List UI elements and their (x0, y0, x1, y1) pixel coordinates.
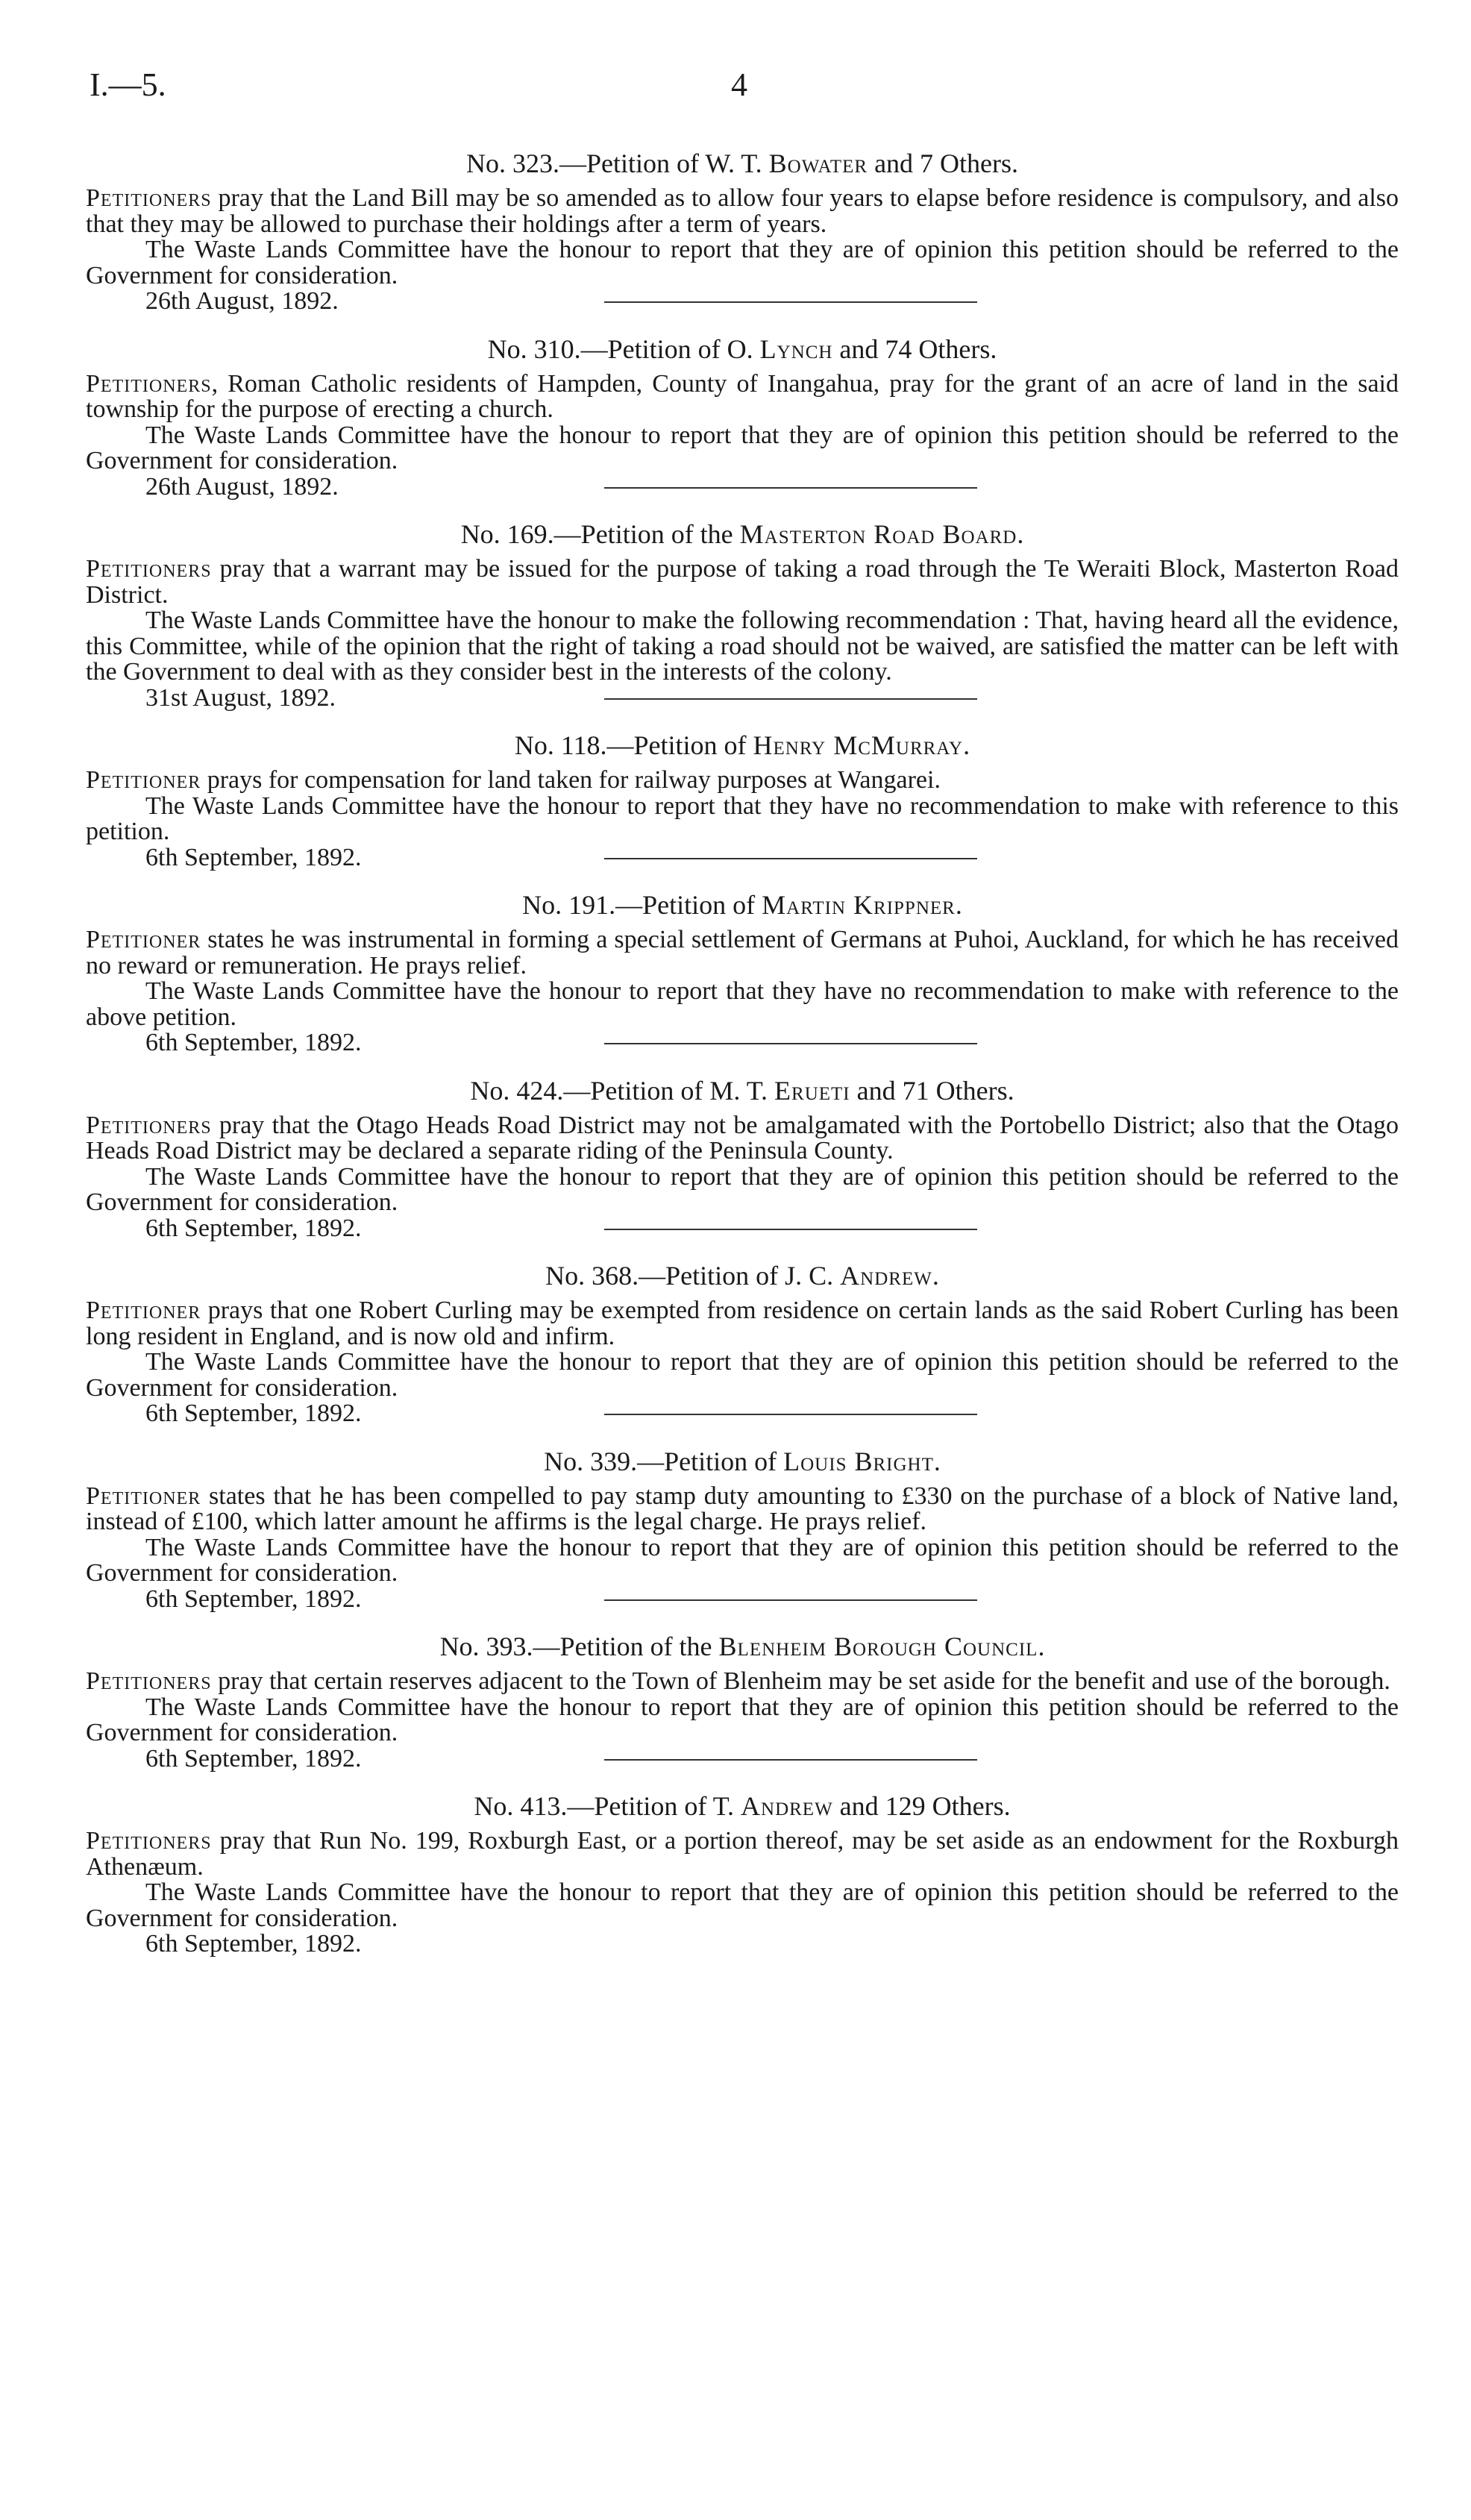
petition-entry (86, 887, 1399, 1056)
petition-entry (86, 331, 1399, 501)
petition-title: No. 339.—Petition of Louis Bright. (544, 1446, 941, 1476)
petition-entry (86, 1073, 1399, 1242)
report-date: 6th September, 1892. (145, 845, 1399, 871)
committee-report: The Waste Lands Committee have the honour to report that they have no recommendation to make with reference to this petition. (86, 792, 1399, 845)
petitioner-name: Bowater (768, 148, 868, 178)
petition-title: No. 323.—Petition of W. T. Bowater and 7 Others. (465, 148, 1019, 178)
petition-title: No. 191.—Petition of Martin Krippner. (522, 890, 962, 920)
petition-entry (86, 1258, 1399, 1427)
separator-rule (604, 1043, 977, 1044)
committee-report: The Waste Lands Committee have the honour to report that they are of opinion this petition should be referred to the Government for consideration. (86, 421, 1399, 474)
petition-body: Petitioner prays for compensation for land taken for railway purposes at Wangarei. (86, 766, 941, 794)
petition-body: Petitioners pray that the Land Bill may be so amended as to allow four years to elapse before residence is compulsory, and also that they may be allowed to purchase their holdings after a term of years. (86, 184, 1399, 238)
petitioner-name: Lynch (759, 333, 833, 364)
petition-entry (86, 1444, 1399, 1613)
report-date: 6th September, 1892. (145, 1746, 1399, 1773)
petition-body: Petitioner prays that one Robert Curling may be exempted from residence on certain lands as the said Robert Curling has been long resident in England, and is now old and infirm. (86, 1297, 1399, 1350)
committee-report: The Waste Lands Committee have the honour to report that they are of opinion this petition should be referred to the Government for consideration. (86, 236, 1399, 289)
committee-report: The Waste Lands Committee have the honour to report that they are of opinion this petition should be referred to the Government for consideration. (86, 1693, 1399, 1746)
committee-report: The Waste Lands Committee have the honour to report that they are of opinion this petition should be referred to the Government for consideration. (86, 1878, 1399, 1932)
petition-lead: Petitioner (86, 1482, 201, 1510)
petition-body: Petitioners pray that the Otago Heads Road District may not be amalgamated with the Portobello District; also that the Otago Heads Road District may be declared a separate riding of the Peninsula County. (86, 1111, 1399, 1165)
petition-lead: Petitioners (86, 1667, 212, 1695)
petitioner-name: Andrew (840, 1261, 932, 1291)
separator-rule (604, 487, 977, 489)
committee-report: The Waste Lands Committee have the honour to report that they have no recommendation to make with reference to the above petition. (86, 977, 1399, 1031)
page-number: 4 (731, 66, 747, 103)
petition-lead: Petitioner (86, 926, 201, 953)
report-date: 6th September, 1892. (145, 1216, 1399, 1242)
report-date: 31st August, 1892. (145, 686, 1399, 712)
petition-entry (86, 516, 1399, 711)
separator-rule (604, 698, 977, 700)
petition-lead: Petitioner (86, 1297, 201, 1324)
separator-rule (604, 1414, 977, 1415)
committee-report: The Waste Lands Committee have the honour to report that they are of opinion this petition should be referred to the Government for consideration. (86, 1533, 1399, 1587)
petition-entry (86, 1629, 1399, 1772)
petition-entry (86, 1788, 1399, 1958)
petition-title: No. 310.—Petition of O. Lynch and 74 Others. (487, 333, 997, 364)
series-number: I.—5. (90, 66, 166, 103)
report-date: 6th September, 1892. (145, 1930, 362, 1958)
petitioner-name: Erueti (774, 1075, 850, 1106)
report-date: 6th September, 1892. (145, 1030, 1399, 1056)
petitioner-name: Masterton Road Board (739, 519, 1017, 549)
separator-rule (604, 301, 977, 303)
petition-title: No. 169.—Petition of the Masterton Road Board. (460, 519, 1024, 549)
report-date: 6th September, 1892. (145, 1587, 1399, 1613)
committee-report: The Waste Lands Committee have the honour to report that they are of opinion this petition should be referred to the Government for consideration. (86, 1348, 1399, 1402)
petition-title: No. 118.—Petition of Henry McMurray. (514, 730, 970, 760)
petition-title: No. 393.—Petition of the Blenheim Borough Council. (439, 1632, 1045, 1661)
petitions-list (86, 145, 1399, 1958)
petitioner-name: Andrew (741, 1791, 833, 1821)
petition-body: Petitioner states he was instrumental in forming a special settlement of Germans at Puhoi, Auckland, for which he has received no reward or remuneration. He prays relief. (86, 926, 1399, 980)
petition-title: No. 424.—Petition of M. T. Erueti and 71 Others. (470, 1075, 1014, 1106)
petition-title: No. 413.—Petition of T. Andrew and 129 Others. (474, 1791, 1011, 1821)
petition-body: Petitioner states that he has been compelled to pay stamp duty amounting to £330 on the purchase of a block of Native land, instead of £100, which latter amount he affirms is the legal charge. He prays relief. (86, 1482, 1399, 1535)
petition-lead: Petitioners (86, 1111, 212, 1139)
petition-body: Petitioners pray that certain reserves adjacent to the Town of Blenheim may be set aside for the benefit and use of the borough. (86, 1667, 1390, 1695)
petitioner-name: Blenheim Borough Council (718, 1632, 1038, 1661)
petition-body: Petitioners pray that Run No. 199, Roxburgh East, or a portion thereof, may be set aside as an endowment for the Roxburgh Athenæum. (86, 1827, 1399, 1881)
separator-rule (604, 1599, 977, 1601)
petition-lead: Petitioners (86, 555, 212, 583)
petition-body: Petitioners pray that a warrant may be issued for the purpose of taking a road through the Te Weraiti Block, Masterton Road District. (86, 555, 1399, 609)
petitioner-name: Henry McMurray (753, 730, 964, 760)
petition-lead: Petitioners (86, 184, 212, 212)
petitioner-name: Martin Krippner (762, 890, 956, 920)
report-date: 6th September, 1892. (145, 1401, 1399, 1427)
page-header (90, 66, 1387, 110)
report-date: 26th August, 1892. (145, 289, 1399, 315)
separator-rule (604, 858, 977, 859)
petition-lead: Petitioners (86, 369, 212, 398)
committee-report: The Waste Lands Committee have the honour to make the following recommendation : That, having heard all the evidence, this Committee, while of the opinion that the right of taking a road should not be waived, are satisfied the matter can be left with the Government to deal with as they consider best in the interests of the colony. (86, 607, 1399, 686)
petition-title: No. 368.—Petition of J. C. Andrew. (545, 1261, 939, 1291)
separator-rule (604, 1229, 977, 1230)
petition-lead: Petitioner (86, 766, 201, 794)
petition-lead: Petitioners (86, 1827, 212, 1855)
separator-rule (604, 1759, 977, 1761)
committee-report: The Waste Lands Committee have the honour to report that they are of opinion this petition should be referred to the Government for consideration. (86, 1162, 1399, 1216)
petition-body: Petitioners, Roman Catholic residents of Hampden, County of Inangahua, pray for the grant of an acre of land in the said township for the purpose of erecting a church. (86, 369, 1399, 423)
petitioner-name: Louis Bright (783, 1446, 934, 1476)
report-date: 26th August, 1892. (145, 474, 1399, 501)
petition-entry (86, 727, 1399, 871)
petition-entry (86, 145, 1399, 315)
